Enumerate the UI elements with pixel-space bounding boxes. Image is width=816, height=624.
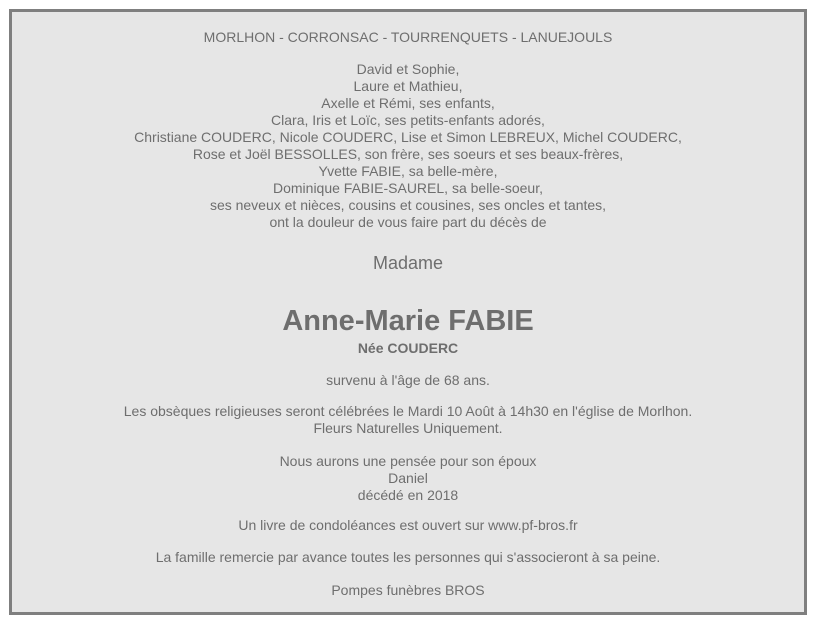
funeral-home: Pompes funèbres BROS bbox=[331, 582, 485, 598]
condolence-book-line: Un livre de condoléances est ouvert sur www.pf-bros.fr bbox=[238, 517, 578, 533]
family-line: ses neveux et nièces, cousins et cousines, ses oncles et tantes, bbox=[209, 197, 607, 213]
family-line: Clara, Iris et Loïc, ses petits-enfants adorés, bbox=[271, 112, 545, 128]
family-line: Rose et Joël BESSOLLES, son frère, ses soeurs et ses beaux-frères, bbox=[192, 146, 624, 162]
family-line: Yvette FABIE, sa belle-mère, bbox=[318, 163, 498, 179]
obituary-notice bbox=[9, 9, 807, 615]
spouse-death-line: décédé en 2018 bbox=[357, 487, 459, 503]
remembrance-line: Nous aurons une pensée pour son époux bbox=[279, 453, 537, 469]
family-line: David et Sophie, bbox=[356, 61, 460, 77]
spouse-remembrance bbox=[12, 453, 804, 504]
family-line: ont la douleur de vous faire part du décès de bbox=[269, 214, 547, 230]
honorific: Madame bbox=[372, 253, 444, 273]
family-line: Axelle et Rémi, ses enfants, bbox=[321, 95, 495, 111]
age-line: survenu à l'âge de 68 ans. bbox=[326, 372, 490, 388]
family-line: Dominique FABIE-SAUREL, sa belle-soeur, bbox=[272, 180, 543, 196]
spouse-name: Daniel bbox=[388, 470, 428, 486]
family-list bbox=[12, 61, 804, 231]
flowers-line: Fleurs Naturelles Uniquement. bbox=[313, 420, 503, 436]
deceased-name: Anne-Marie FABIE bbox=[282, 305, 534, 337]
villages-header: MORLHON - CORRONSAC - TOURRENQUETS - LANUEJOULS bbox=[203, 29, 613, 45]
funeral-ceremony-line: Les obsèques religieuses seront célébrées le Mardi 10 Août à 14h30 en l'église de Morlhon. bbox=[123, 403, 693, 419]
family-line: Laure et Mathieu, bbox=[353, 78, 463, 94]
funeral-info bbox=[12, 403, 804, 437]
maiden-name: Née COUDERC bbox=[357, 340, 459, 356]
family-line: Christiane COUDERC, Nicole COUDERC, Lise et Simon LEBREUX, Michel COUDERC, bbox=[134, 129, 682, 145]
thanks-line: La famille remercie par avance toutes les personnes qui s'associeront à sa peine. bbox=[155, 549, 661, 565]
